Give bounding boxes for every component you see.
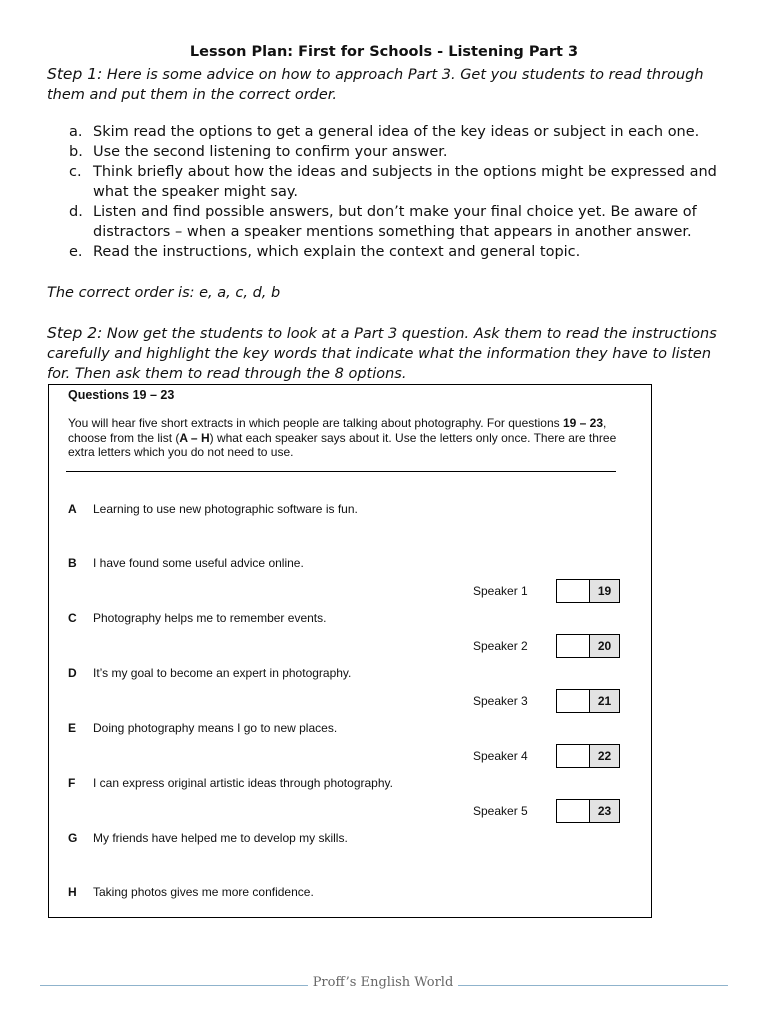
footer-text: Proff’s English World: [312, 975, 454, 990]
instr-range: 19 – 23: [562, 416, 603, 430]
instr-part: You will hear five short extracts in which people are talking about photography. For questions: [68, 416, 563, 430]
step-1-label: Step 1:: [47, 65, 103, 83]
option-letter: G: [68, 831, 78, 845]
option-letter: D: [68, 666, 77, 680]
advice-item: [47, 202, 727, 242]
question-instructions: [68, 416, 638, 460]
option-text: My friends have helped me to develop my skills.: [93, 831, 348, 845]
advice-letter: a.: [69, 124, 83, 140]
instr-letters: A – H: [179, 430, 210, 445]
option-letter: A: [68, 502, 77, 516]
advice-letter: b.: [69, 144, 83, 160]
correct-order-text: The correct order is: e, a, c, d, b: [47, 285, 281, 301]
option-text: It’s my goal to become an expert in photography.: [93, 666, 352, 680]
advice-text: Listen and find possible answers, but don’t make your final choice yet. Be aware of distractors – when a speaker mentions something that appears in another answer.: [93, 204, 697, 240]
option-text: Learning to use new photographic software is fun.: [93, 502, 358, 516]
option-letter: F: [68, 776, 76, 790]
footer: [40, 975, 728, 995]
speaker-label: Speaker 1: [473, 584, 528, 598]
question-number: 20: [589, 634, 620, 658]
speaker-label: Speaker 3: [473, 694, 528, 708]
advice-item: [47, 162, 727, 202]
option-text: Doing photography means I go to new places.: [93, 721, 338, 735]
instr-part: ) what each speaker says about it. Use the letters only once. There are three extra letters which you do not need to use.: [68, 430, 617, 459]
advice-letter: e.: [69, 244, 83, 260]
question-box: [48, 384, 652, 918]
question-number: 21: [589, 689, 620, 713]
advice-text: Skim read the options to get a general idea of the key ideas or subject in each one.: [93, 124, 700, 140]
page-title: Lesson Plan: First for Schools - Listening Part 3: [189, 44, 579, 60]
footer-rule-right: [458, 985, 728, 986]
option-text: Photography helps me to remember events.: [93, 611, 327, 625]
question-box-title: Questions 19 – 23: [68, 388, 175, 402]
step-1-paragraph: [47, 64, 737, 105]
step-2-paragraph: [47, 323, 737, 384]
step-1-text: Here is some advice on how to approach Part 3. Get you students to read through them and put them in the correct order.: [47, 67, 704, 103]
advice-item: [47, 122, 727, 142]
advice-item: [47, 242, 727, 262]
advice-letter: d.: [69, 204, 83, 220]
option-letter: B: [68, 556, 77, 570]
question-number: 23: [589, 799, 620, 823]
divider: [66, 471, 616, 472]
speaker-label: Speaker 5: [473, 804, 528, 818]
question-number: 22: [589, 744, 620, 768]
option-text: I can express original artistic ideas through photography.: [93, 776, 393, 790]
speaker-label: Speaker 2: [473, 639, 528, 653]
option-letter: H: [68, 885, 77, 899]
option-letter: E: [68, 721, 77, 735]
step-2-label: Step 2:: [47, 324, 103, 342]
question-number: 19: [589, 579, 620, 603]
step-2-text: Now get the students to look at a Part 3 question. Ask them to read the instructions carefully and highlight the key words that indicate what the information they have to listen for. Then ask them to read through the 8 options.: [47, 326, 717, 382]
advice-list: [47, 122, 727, 262]
option-letter: C: [68, 611, 77, 625]
advice-letter: c.: [69, 164, 82, 180]
speaker-label: Speaker 4: [473, 749, 528, 763]
instr-part: , choose from the list (: [68, 416, 607, 445]
advice-text: Use the second listening to confirm your answer.: [93, 144, 448, 160]
advice-item: [47, 142, 727, 162]
advice-text: Read the instructions, which explain the context and general topic.: [93, 244, 581, 260]
advice-text: Think briefly about how the ideas and subjects in the options might be expressed and what the speaker might say.: [93, 164, 717, 200]
option-text: Taking photos gives me more confidence.: [93, 885, 314, 899]
option-text: I have found some useful advice online.: [93, 556, 304, 570]
footer-rule-left: [40, 985, 308, 986]
